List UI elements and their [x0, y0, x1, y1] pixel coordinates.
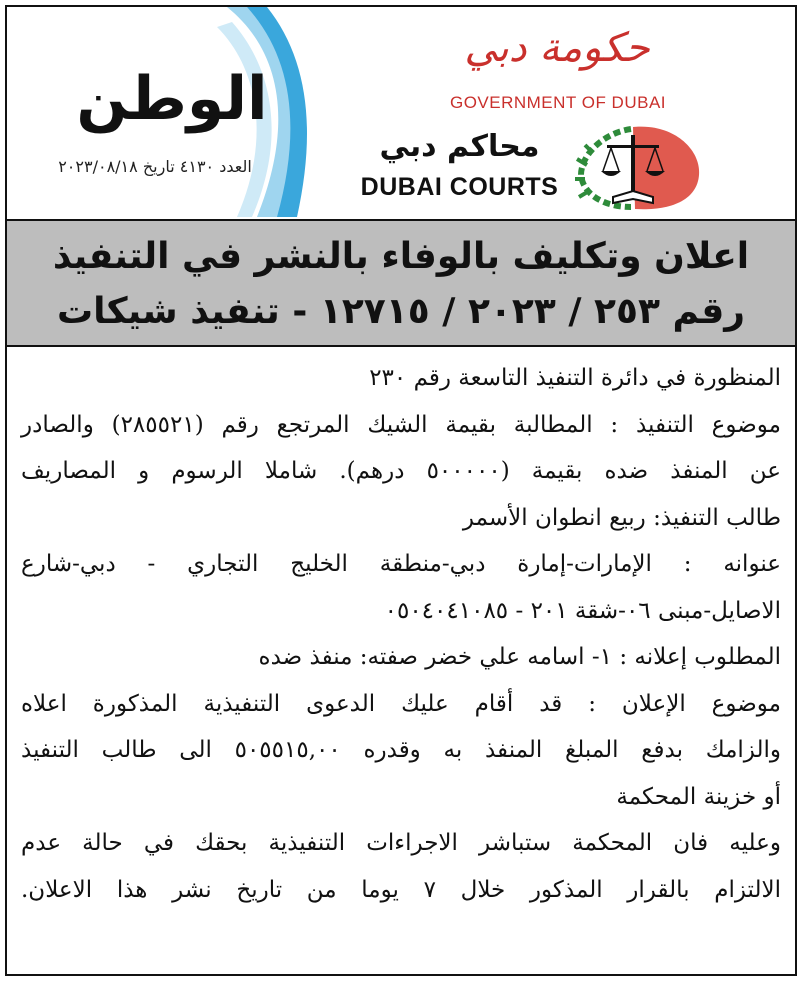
- body-line: الالتزام بالقرار المذكور خلال ٧ يوما من تاريخ نشر هذا الاعلان.: [21, 876, 781, 903]
- body-line: المطلوب إعلانه : ١- اسامه علي خضر صفته: منفذ ضده: [258, 644, 781, 670]
- title-line-2: رقم ٢٥٣ / ٢٠٢٣ / ١٢٧١٥ - تنفيذ شيكات: [56, 291, 746, 332]
- announcement-page: [5, 5, 797, 976]
- issue-date-line: العدد ٤١٣٠ تاريخ ٢٠٢٣/٠٨/١٨: [58, 157, 252, 176]
- scales-emblem-icon: [573, 119, 705, 213]
- body-line: أو خزينة المحكمة: [616, 783, 781, 810]
- government-english-logo: GOVERNMENT OF DUBAI: [449, 93, 667, 112]
- newspaper-logo: الوطن: [76, 64, 268, 134]
- courts-arabic-name: محاكم دبي: [379, 129, 540, 164]
- header: [7, 7, 795, 221]
- title-line-1: اعلان وتكليف بالوفاء بالنشر في التنفيذ: [52, 236, 750, 277]
- courts-english-name: DUBAI COURTS: [360, 173, 559, 201]
- body-line: عن المنفذ ضده بقيمة (٥٠٠٠٠٠ درهم). شاملا الرسوم و المصاريف: [21, 458, 781, 484]
- body-line: وعليه فان المحكمة ستباشر الاجراءات التنفيذية بحقك في حالة عدم: [21, 830, 781, 856]
- body-line: عنوانه : الإمارات-إمارة دبي-منطقة الخليج التجاري - دبي-شارع: [21, 551, 781, 577]
- announcement-body: [7, 347, 795, 913]
- body-line: المنظورة في دائرة التنفيذ التاسعة رقم ٢٣٠: [369, 365, 781, 391]
- government-arabic-logo: حكومة دبي: [464, 25, 650, 71]
- body-line: والزامك بدفع المبلغ المنفذ به وقدره ٥٠٥٥١٥,٠٠ الى طالب التنفيذ: [21, 737, 781, 763]
- body-line: موضوع الإعلان : قد أقام عليك الدعوى التنفيذية المذكورة اعلاه: [21, 690, 781, 717]
- body-line: طالب التنفيذ: ربيع انطوان الأسمر: [462, 504, 781, 531]
- title-band: [7, 221, 795, 347]
- body-line: موضوع التنفيذ : المطالبة بقيمة الشيك المرتجع رقم (٢٨٥٥٢١) والصادر: [21, 411, 782, 438]
- body-line: الاصايل-مبنى ٠٦-شقة ٢٠١ - ٠٥٠٤٠٤١٠٨٥: [384, 597, 781, 624]
